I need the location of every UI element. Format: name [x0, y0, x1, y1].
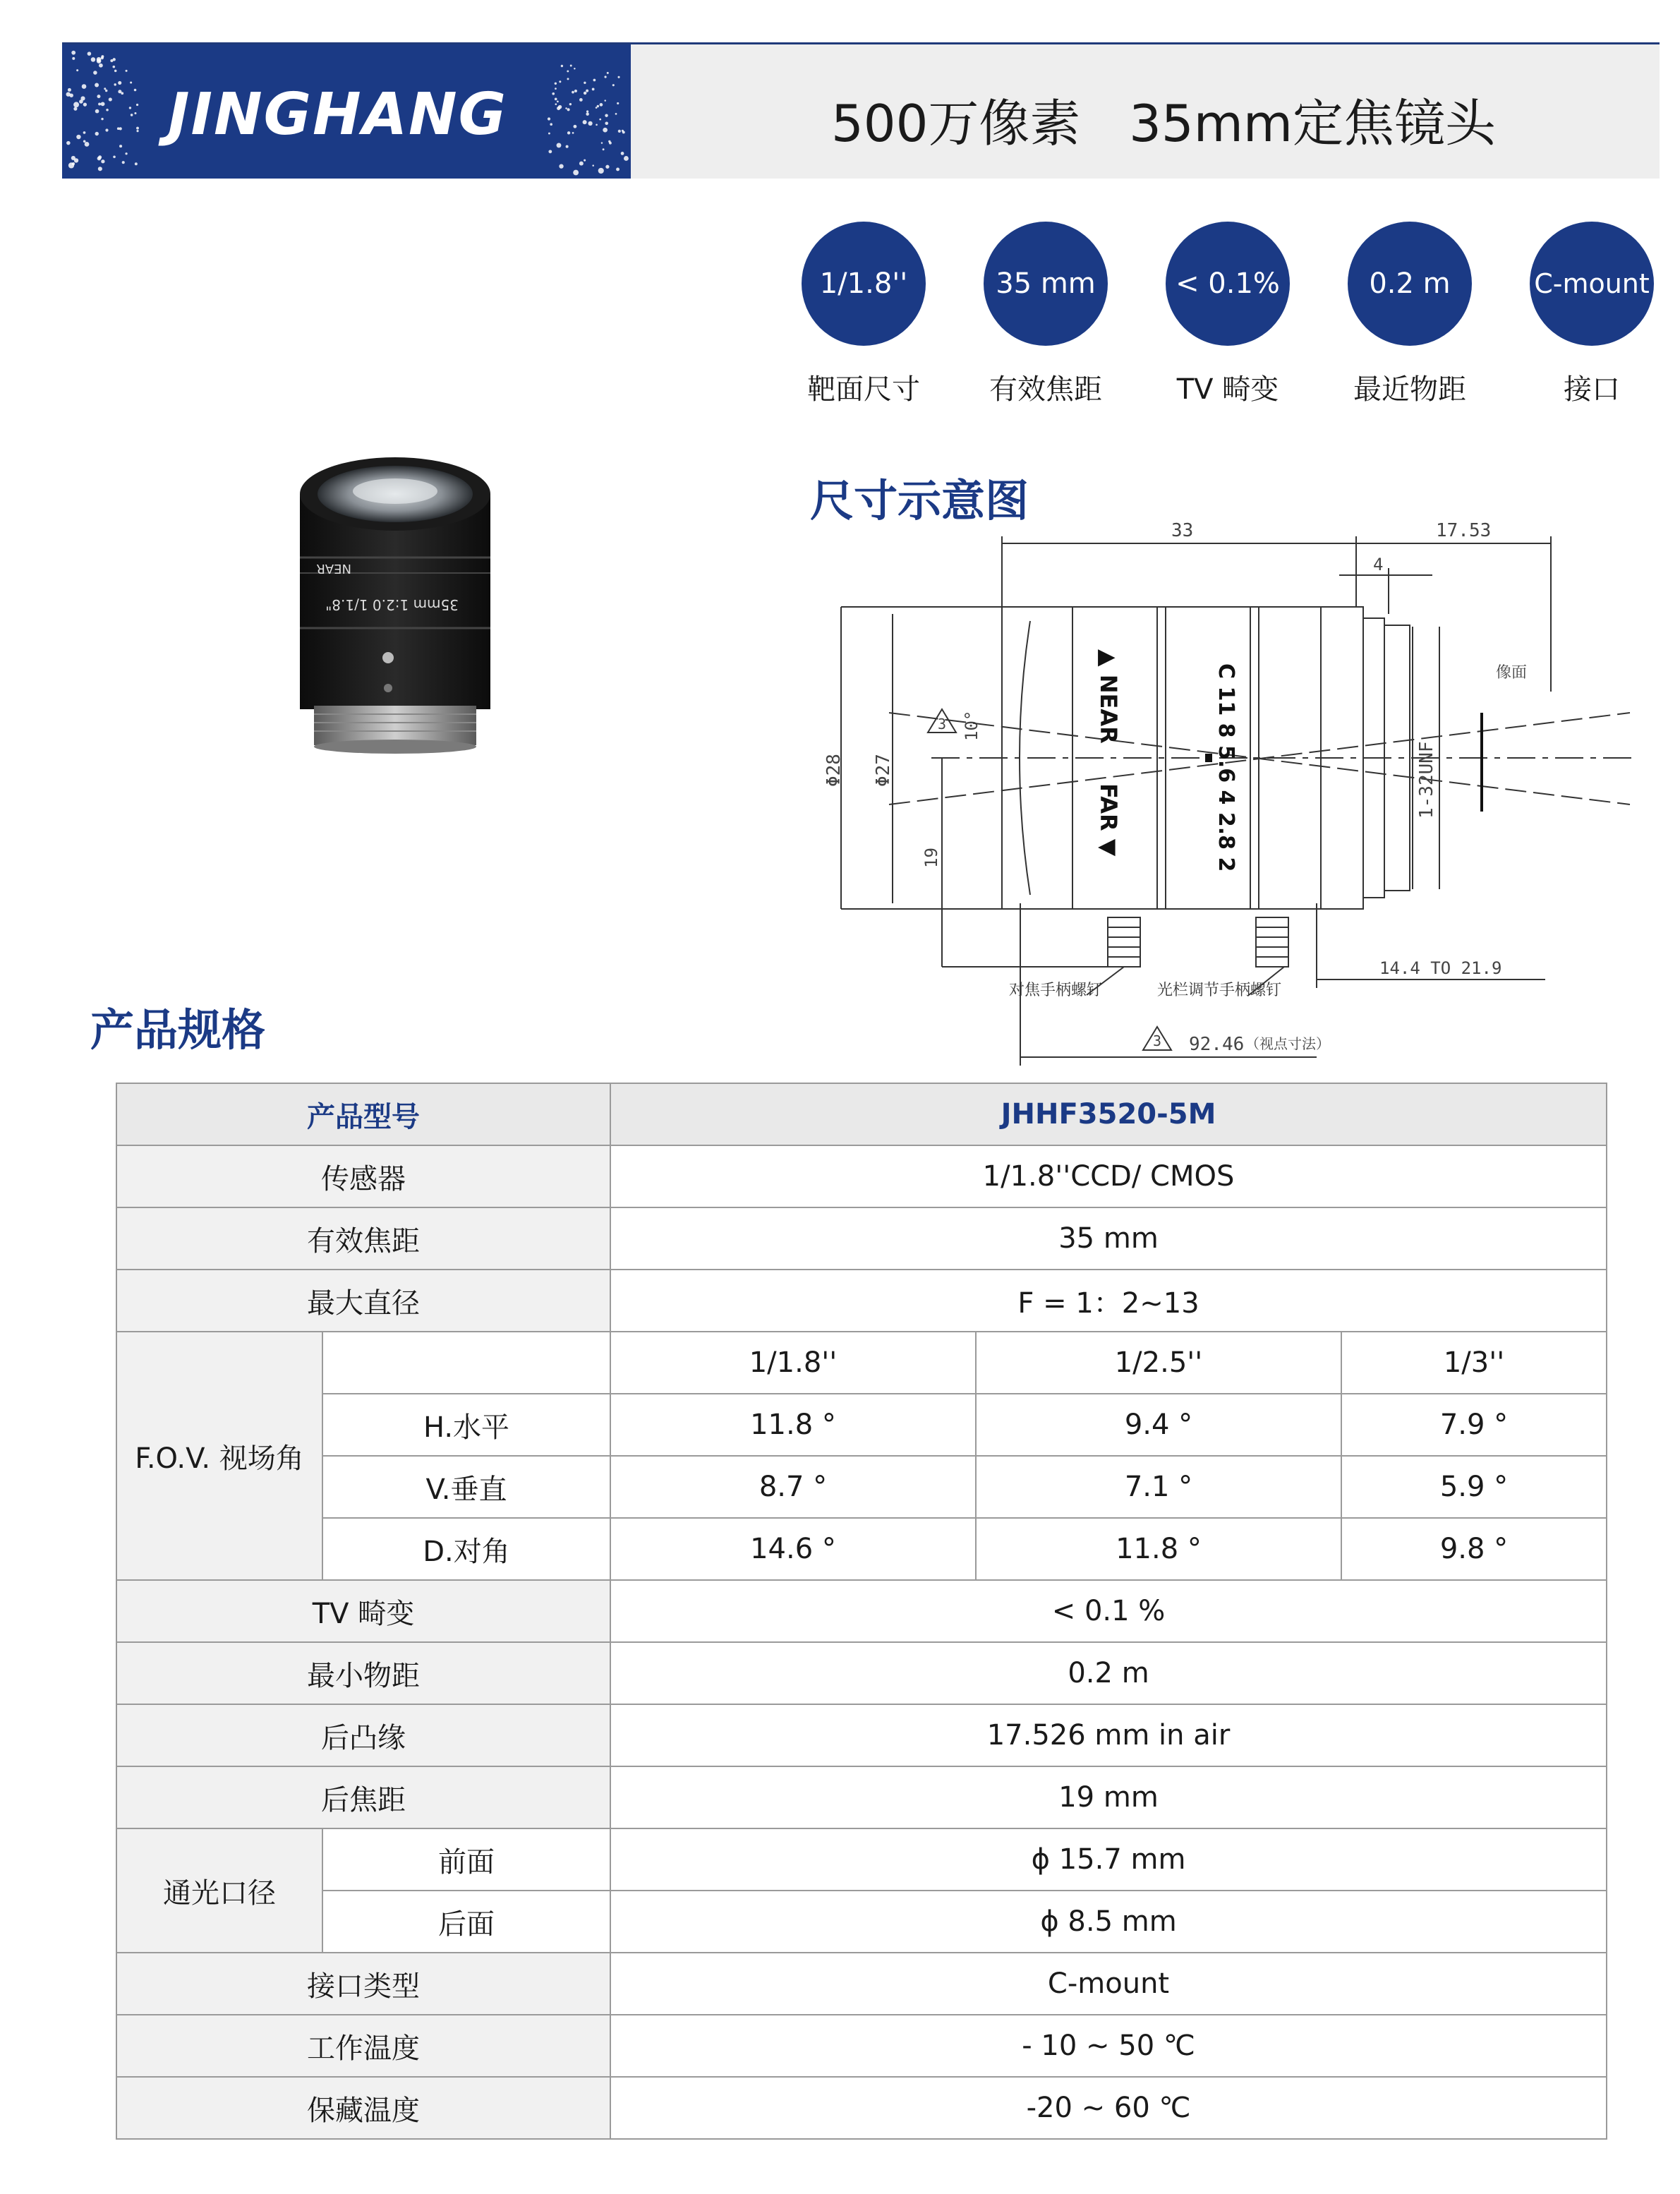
- dim-total: 92.46: [1189, 1034, 1245, 1055]
- note-marker: 3: [1153, 1032, 1162, 1049]
- spec-table: [116, 1083, 1607, 2140]
- table-row: [116, 1207, 1607, 1270]
- table-row: [116, 1580, 1607, 1642]
- table-row: [116, 1332, 1607, 1394]
- lens-screw-icon: [382, 652, 394, 663]
- fov-cell: 7.1 °: [976, 1456, 1341, 1518]
- clear-aperture-label: 通光口径: [116, 1828, 322, 1953]
- clear-front-label: 前面: [322, 1828, 610, 1891]
- dim-4: 4: [1373, 555, 1384, 574]
- lens-product-photo: [289, 452, 501, 755]
- table-row: [116, 1518, 1607, 1580]
- aperture-value: F = 1：2~13: [610, 1270, 1607, 1332]
- clear-rear-value: ϕ 8.5 mm: [610, 1891, 1607, 1953]
- fov-header: 1/2.5'': [976, 1332, 1341, 1394]
- fov-cell: 5.9 °: [1341, 1456, 1607, 1518]
- dim-19: 19: [921, 848, 941, 868]
- badge-value: C-mount: [1530, 222, 1654, 346]
- fov-row-label: D.对角: [322, 1518, 610, 1580]
- aperture-label: 最大直径: [116, 1270, 610, 1332]
- fov-row-label: H.水平: [322, 1394, 610, 1456]
- tv-label: TV 畸变: [116, 1580, 610, 1642]
- image-plane-label: 像面: [1496, 664, 1528, 682]
- table-row: [116, 1704, 1607, 1766]
- table-row: [116, 1083, 1607, 1145]
- badge-tv-distortion: [1166, 222, 1293, 407]
- mount-value: C-mount: [610, 1953, 1607, 2015]
- model-value: JHHF3520-5M: [610, 1083, 1607, 1145]
- fov-cell: 8.7 °: [610, 1456, 976, 1518]
- note-marker: 3: [938, 716, 947, 733]
- model-label: 产品型号: [116, 1083, 610, 1145]
- tv-value: < 0.1 %: [610, 1580, 1607, 1642]
- storage-temp-label: 保藏温度: [116, 2077, 610, 2139]
- focus-screw-label: 对焦手柄螺钉: [1009, 982, 1103, 999]
- fov-row-label: V.垂直: [322, 1456, 610, 1518]
- clear-rear-label: 后面: [322, 1891, 610, 1953]
- table-row: [116, 1145, 1607, 1207]
- aperture-scale: C 11 8 5.6 4 2.8 2: [1214, 663, 1238, 872]
- badge-value: 0.2 m: [1348, 222, 1472, 346]
- dim-phi28: Φ28: [823, 754, 845, 787]
- brand-logo-block: [62, 44, 631, 179]
- operating-temp-value: - 10 ~ 50 ℃: [610, 2015, 1607, 2077]
- badge-focal-length: [984, 222, 1111, 407]
- iris-screw-icon: [1256, 917, 1288, 967]
- dim-range: 14.4 TO 21.9: [1379, 958, 1502, 978]
- storage-temp-value: -20 ~ 60 ℃: [610, 2077, 1607, 2139]
- mount-label: 接口类型: [116, 1953, 610, 2015]
- mod-value: 0.2 m: [610, 1642, 1607, 1704]
- ring-near-label: ▲ NEAR: [1095, 649, 1122, 744]
- badge-sensor-size: [802, 222, 929, 407]
- fov-cell: 14.6 °: [610, 1518, 976, 1580]
- fov-header: 1/1.8'': [610, 1332, 976, 1394]
- dim-total-note: （视点寸法）: [1245, 1035, 1330, 1052]
- badge-label: 最近物距: [1353, 373, 1466, 406]
- lens-screw-icon: [384, 684, 392, 692]
- bfl-label: 后焦距: [116, 1766, 610, 1828]
- dim-33: 33: [1171, 520, 1194, 541]
- dim-17-53: 17.53: [1436, 520, 1492, 541]
- badge-min-object-distance: [1348, 222, 1475, 407]
- fov-cell: 9.4 °: [976, 1394, 1341, 1456]
- key-spec-badges: [802, 222, 1648, 405]
- mod-label: 最小物距: [116, 1642, 610, 1704]
- table-row: [116, 1456, 1607, 1518]
- fov-label: F.O.V. 视场角: [116, 1332, 322, 1580]
- ring-far-label: FAR ▼: [1095, 783, 1122, 857]
- sensor-label: 传感器: [116, 1145, 610, 1207]
- table-row: [116, 1766, 1607, 1828]
- diagram-title: 尺寸示意图: [810, 475, 1029, 526]
- fov-cell: 11.8 °: [610, 1394, 976, 1456]
- badge-mount: [1530, 222, 1657, 407]
- focal-value: 35 mm: [610, 1207, 1607, 1270]
- dim-phi27: Φ27: [873, 754, 894, 787]
- table-row: [116, 1270, 1607, 1332]
- lens-model-engraving: 35mm 1:2.0 1/1.8": [325, 596, 459, 613]
- focal-label: 有效焦距: [116, 1207, 610, 1270]
- table-row: [116, 1891, 1607, 1953]
- table-row: [116, 1394, 1607, 1456]
- table-row: [116, 1828, 1607, 1891]
- table-row: [116, 2077, 1607, 2139]
- table-row: [116, 1953, 1607, 2015]
- table-row: [116, 1642, 1607, 1704]
- brand-logo-text: JINGHANG: [168, 81, 507, 148]
- clear-front-value: ϕ 15.7 mm: [610, 1828, 1607, 1891]
- iris-screw-label: 光栏调节手柄螺钉: [1157, 982, 1282, 999]
- dimension-drawing: [818, 508, 1665, 1073]
- badge-value: 1/1.8'': [802, 222, 926, 346]
- lens-near-label: NEAR: [316, 561, 351, 576]
- badge-label: 有效焦距: [989, 373, 1102, 406]
- fov-cell: 9.8 °: [1341, 1518, 1607, 1580]
- fov-cell: 7.9 °: [1341, 1394, 1607, 1456]
- table-row: [116, 2015, 1607, 2077]
- fov-corner: [322, 1332, 610, 1394]
- sensor-value: 1/1.8''CCD/ CMOS: [610, 1145, 1607, 1207]
- badge-label: 接口: [1564, 373, 1620, 406]
- page-title: 500万像素 35mm定焦镜头: [831, 94, 1496, 153]
- badge-value: 35 mm: [984, 222, 1108, 346]
- fov-header: 1/3'': [1341, 1332, 1607, 1394]
- focus-screw-icon: [1108, 917, 1140, 967]
- flange-value: 17.526 mm in air: [610, 1704, 1607, 1766]
- flange-label: 后凸缘: [116, 1704, 610, 1766]
- badge-label: TV 畸变: [1176, 373, 1279, 406]
- badge-value: < 0.1%: [1166, 222, 1290, 346]
- thread-spec: 1-32UNF: [1416, 741, 1437, 819]
- page-header: [62, 42, 1660, 179]
- spec-title: 产品规格: [90, 1004, 266, 1056]
- dim-10-deg: 10°: [962, 710, 981, 741]
- operating-temp-label: 工作温度: [116, 2015, 610, 2077]
- bfl-value: 19 mm: [610, 1766, 1607, 1828]
- badge-label: 靶面尺寸: [807, 373, 920, 406]
- fov-cell: 11.8 °: [976, 1518, 1341, 1580]
